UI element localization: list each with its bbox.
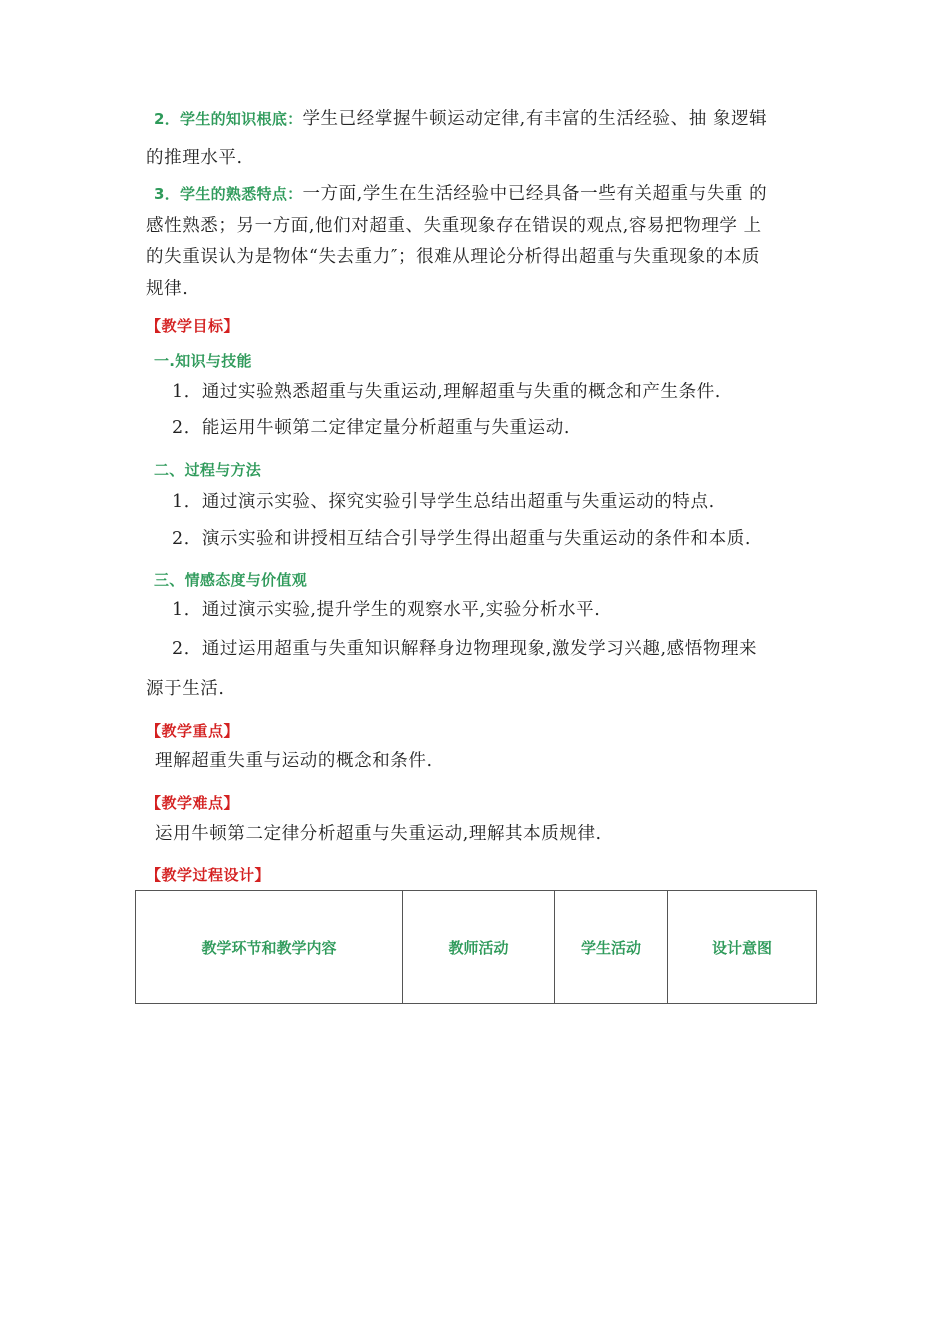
student-traits-text-4: 规律. bbox=[146, 279, 189, 299]
student-knowledge-text: 学生已经掌握牛顿运动定律,有丰富的生活经验、抽 象逻辑 bbox=[302, 109, 768, 129]
difficulty-text: 运用牛顿第二定律分析超重与失重运动,理解其本质规律. bbox=[155, 824, 602, 844]
difficulty-heading: 【教学难点】 bbox=[146, 794, 240, 812]
student-knowledge-text-cont: 的推理水平. bbox=[146, 148, 243, 168]
table-header-cell: 教学环节和教学内容 bbox=[136, 891, 403, 1004]
table-header-cell: 教师活动 bbox=[403, 891, 555, 1004]
goals-part3-item-1: 1．通过演示实验,提升学生的观察水平,实验分析水平. bbox=[172, 600, 601, 620]
table-header-cell: 设计意图 bbox=[668, 891, 817, 1004]
goals-heading: 【教学目标】 bbox=[146, 317, 240, 335]
goals-part2-item-2: 2．演示实验和讲授相互结合引导学生得出超重与失重运动的条件和本质. bbox=[172, 529, 751, 549]
goals-part1-item-2: 2．能运用牛顿第二定律定量分析超重与失重运动. bbox=[172, 418, 570, 438]
goals-part3-item-2: 2．通过运用超重与失重知识解释身边物理现象,激发学习兴趣,感悟物理来 bbox=[172, 639, 758, 659]
student-traits-label: 3．学生的熟悉特点： bbox=[154, 185, 303, 203]
process-heading: 【教学过程设计】 bbox=[146, 866, 271, 884]
process-design-table bbox=[135, 890, 817, 1004]
student-traits-paragraph bbox=[146, 182, 767, 206]
key-point-text: 理解超重失重与运动的概念和条件. bbox=[155, 751, 433, 771]
student-traits-text: 一方面,学生在生活经验中已经具备一些有关超重与失重 的 bbox=[302, 184, 768, 204]
goals-part3-item-2-cont: 源于生活. bbox=[146, 679, 225, 699]
table-header-cell: 学生活动 bbox=[555, 891, 668, 1004]
goals-part1-item-1: 1．通过实验熟悉超重与失重运动,理解超重与失重的概念和产生条件. bbox=[172, 382, 721, 402]
goals-part3-title: 三、情感态度与价值观 bbox=[154, 571, 308, 589]
goals-part2-item-1: 1．通过演示实验、探究实验引导学生总结出超重与失重运动的特点. bbox=[172, 492, 715, 512]
table-header-row bbox=[136, 891, 817, 1004]
goals-part2-title: 二、过程与方法 bbox=[154, 461, 262, 479]
goals-part1-title: 一.知识与技能 bbox=[154, 352, 252, 370]
student-traits-text-2: 感性熟悉；另一方面,他们对超重、失重现象存在错误的观点,容易把物理学 上 bbox=[146, 216, 762, 236]
student-traits-text-3: 的失重误认为是物体“失去重力″；很难从理论分析得出超重与失重现象的本质 bbox=[146, 247, 760, 267]
student-knowledge-label: 2．学生的知识根底： bbox=[154, 110, 303, 128]
key-point-heading: 【教学重点】 bbox=[146, 722, 240, 740]
student-knowledge-paragraph bbox=[146, 107, 767, 131]
